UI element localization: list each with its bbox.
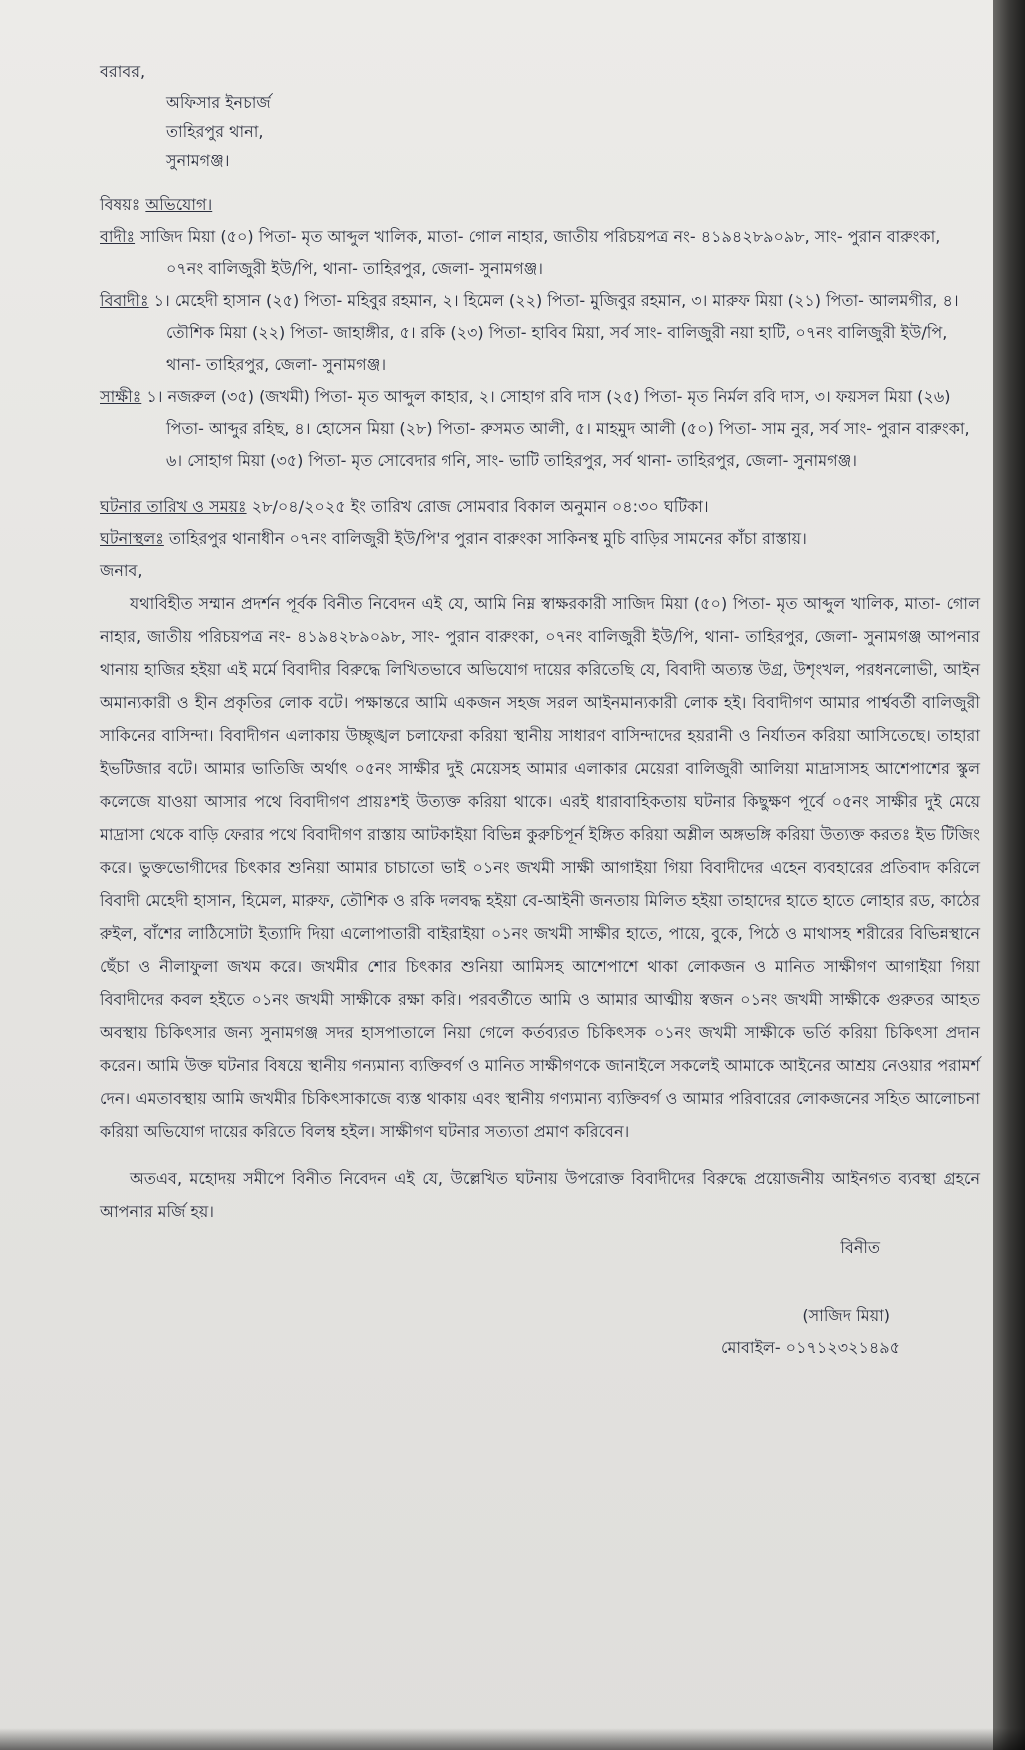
screen-bottom-bar: [0, 1728, 1025, 1750]
incident-time-label: ঘটনার তারিখ ও সময়ঃ: [100, 497, 247, 516]
incident-time-text: ২৮/০৪/২০২৫ ইং তারিখ রোজ সোমবার বিকাল অনুমান ০৪:৩০ ঘটিকা।: [251, 497, 709, 516]
incident-time-line: [100, 491, 980, 523]
incident-place-text: তাহিরপুর থানাধীন ০৭নং বালিজুরী ইউ/পি'র পুরান বারুংকা সাকিনস্থ মুচি বাড়ির সামনের কাঁচা রাস্তায়।: [168, 529, 807, 548]
plaintiff-section: [100, 221, 980, 285]
address-line-2: তাহিরপুর থানা,: [166, 122, 264, 141]
incident-place-line: [100, 523, 980, 555]
complaint-letter: [100, 56, 980, 1364]
address-to: বরাবর,: [100, 62, 146, 81]
signature-name: (সাজিদ মিয়া): [802, 1306, 890, 1325]
incident-place-label: ঘটনাস্থলঃ: [100, 529, 164, 548]
signature-phone: মোবাইল- ০১৭১২৩২১৪৯৫: [721, 1338, 900, 1357]
subject-label: বিষয়ঃ: [100, 195, 141, 214]
defendants-text: ১। মেহেদী হাসান (২৫) পিতা- মহিবুর রহমান, ২। হিমেল (২২) পিতা- মুজিবুর রহমান, ৩। মারুফ মিয়া (২১) পিতা- আলমগীর, ৪। তৌশিক মিয়া (২২) পিতা- জাহাঙ্গীর, ৫। রকি (২৩) পিতা- হাবিব মিয়া, সর্ব সাং- বালিজুরী নয়া হাটি, ০৭নং বালিজুরী ইউ/পি, থানা- তাহিরপুর, জেলা- সুনামগঞ্জ।: [153, 291, 959, 374]
subject-value: অভিযোগ।: [145, 195, 213, 214]
body-paragraph: যথাবিহীত সম্মান প্রদর্শন পূর্বক বিনীত নিবেদন এই যে, আমি নিম্ন স্বাক্ষরকারী সাজিদ মিয়া (৫০) পিতা- মৃত আব্দুল খালিক, মাতা- গোল নাহার, জাতীয় পরিচয়পত্র নং- ৪১৯৪২৮৯০৯৮, সাং- পুরান বারুংকা, ০৭নং বালিজুরী ইউ/পি, থানা- তাহিরপুর, জেলা- সুনামগঞ্জ আপনার থানায় হাজির হইয়া এই মর্মে বিবাদীর বিরুদ্ধে লিখিতভাবে অভিযোগ দায়ের করিতেছি যে, বিবাদী অত্যন্ত উগ্র, উশৃংখল, পরধনলোভী, আইন অমান্যকারী ও হীন প্রকৃতির লোক বটে। পক্ষান্তরে আমি একজন সহজ সরল আইনমান্যকারী লোক হই। বিবাদীগণ আমার পার্শ্ববর্তী বালিজুরী সাকিনের বাসিন্দা। বিবাদীগন এলাকায় উচ্ছৃঙ্খল চলাফেরা করিয়া স্থানীয় সাধারণ বাসিন্দাদের হয়রানী ও নির্যাতন করিয়া আসিতেছে। তাহারা ইভটিজার বটে। আমার ভাতিজি অর্থাৎ ০৫নং সাক্ষীর দুই মেয়েসহ আমার এলাকার মেয়েরা বালিজুরী আলিয়া মাদ্রাসাসহ আশেপাশের স্কুল কলেজে যাওয়া আসার পথে বিবাদীগণ প্রায়ঃশই উত্যক্ত করিয়া থাকে। এরই ধারাবাহিকতায় ঘটনার কিছুক্ষণ পূর্বে ০৫নং সাক্ষীর দুই মেয়ে মাদ্রাসা থেকে বাড়ি ফেরার পথে বিবাদীগণ রাস্তায় আটকাইয়া বিভিন্ন কুরুচিপূর্ন ইঙ্গিত করিয়া অশ্লীল অঙ্গভঙ্গি করিয়া উত্যক্ত করতঃ ইভ টিজিং করে। ভুক্তভোগীদের চিৎকার শুনিয়া আমার চাচাতো ভাই ০১নং জখমী সাক্ষী আগাইয়া গিয়া বিবাদীদের এহেন ব্যবহারের প্রতিবাদ করিলে বিবাদী মেহেদী হাসান, হিমেল, মারুফ, তৌশিক ও রকি দলবদ্ধ হইয়া বে-আইনী জনতায় মিলিত হইয়া তাহাদের হাতে হাতে লোহার রড, কাঠের রুইল, বাঁশের লাঠিসোটা ইত্যাদি দিয়া এলোপাতারী বাইরাইয়া ০১নং জখমী সাক্ষীর হাতে, পায়ে, বুকে, পিঠে ও মাথাসহ শরীরের বিভিন্নস্থানে ছেঁচা ও নীলাফুলা জখম করে। জখমীর শোর চিৎকার শুনিয়া আমিসহ আশেপাশে থাকা লোকজন ও মানিত সাক্ষীগণ আগাইয়া গিয়া বিবাদীদের কবল হইতে ০১নং জখমী সাক্ষীকে রক্ষা করি। পরবর্তীতে আমি ও আমার আত্মীয় স্বজন ০১নং জখমী সাক্ষীকে গুরুতর আহত অবস্থায় চিকিৎসার জন্য সুনামগঞ্জ সদর হাসপাতালে নিয়া গেলে কর্তব্যরত চিকিৎসক ০১নং জখমী সাক্ষীকে ভর্তি করিয়া চিকিৎসা প্রদান করেন। আমি উক্ত ঘটনার বিষয়ে স্থানীয় গন্যমান্য ব্যক্তিবর্গ ও মানিত সাক্ষীগণকে জানাইলে সকলেই আমাকে আইনের আশ্রয় নেওয়ার পরামর্শ দেন। এমতাবস্থায় আমি জখমীর চিকিৎসাকাজে ব্যস্ত থাকায় এবং স্থানীয় গণ্যমান্য ব্যক্তিবর্গ ও আমার পরিবারের লোকজনের সহিত আলোচনা করিয়া অভিযোগ দায়ের করিতে বিলম্ব হইল। সাক্ষীগণ ঘটনার সত্যতা প্রমাণ করিবেন।: [100, 594, 980, 1141]
witnesses-label: সাক্ষীঃ: [100, 387, 142, 406]
defendants-label: বিবাদীঃ: [100, 291, 149, 310]
salutation: জনাব,: [100, 561, 143, 580]
witnesses-text: ১। নজরুল (৩৫) (জখমী) পিতা- মৃত আব্দুল কাহার, ২। সোহাগ রবি দাস (২৫) পিতা- মৃত নির্মল রবি দাস, ৩। ফয়সল মিয়া (২৬) পিতা- আব্দুর রহিছ, ৪। হোসেন মিয়া (২৮) পিতা- রুসমত আলী, ৫। মাহমুদ আলী (৫০) পিতা- সাম নুর, সর্ব সাং- পুরান বারুংকা, ৬। সোহাগ মিয়া (৩৫) পিতা- মৃত সোবেদার গনি, সাং- ভাটি তাহিরপুর, সর্ব থানা- তাহিরপুর, জেলা- সুনামগঞ্জ।: [146, 387, 970, 470]
closing: বিনীত: [840, 1238, 880, 1257]
defendants-section: [100, 285, 980, 381]
subject-line: [100, 189, 980, 221]
plaintiff-label: বাদীঃ: [100, 227, 136, 246]
address-line-1: অফিসার ইনচার্জ: [166, 93, 271, 112]
recipient-address: [100, 56, 980, 175]
address-line-3: সুনামগঞ্জ।: [166, 151, 230, 170]
plaintiff-text: সাজিদ মিয়া (৫০) পিতা- মৃত আব্দুল খালিক, মাতা- গোল নাহার, জাতীয় পরিচয়পত্র নং- ৪১৯৪২৮৯০৯৮, সাং- পুরান বারুংকা, ০৭নং বালিজুরী ইউ/পি, থানা- তাহিরপুর, জেলা- সুনামগঞ্জ।: [140, 227, 941, 278]
conclusion-paragraph: অতএব, মহোদয় সমীপে বিনীত নিবেদন এই যে, উল্লেখিত ঘটনায় উপরোক্ত বিবাদীদের বিরুদ্ধে প্রয়োজনীয় আইনগত ব্যবস্থা গ্রহনে আপনার মর্জি হয়।: [100, 1169, 980, 1221]
page-edge-shadow: [993, 0, 1025, 1750]
witnesses-section: [100, 381, 980, 477]
